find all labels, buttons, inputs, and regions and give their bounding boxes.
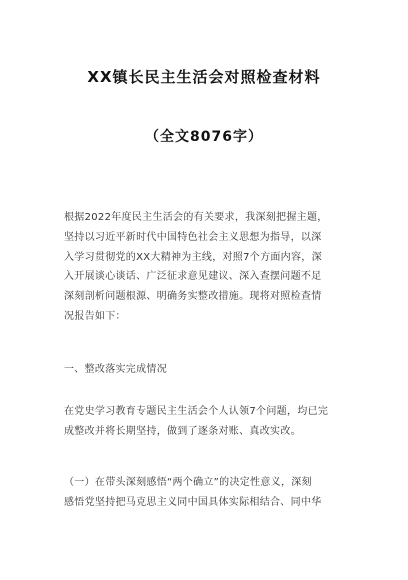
document-title: XX镇长民主生活会对照检查材料	[87, 68, 321, 86]
intro-paragraph	[64, 208, 346, 327]
paragraph-line: 成整改并将长期坚持，做到了逐条对账、真改实改。	[64, 425, 301, 437]
paragraph-line: 入学习贯彻党的XX大精神为主线，对照7个方面内容，深	[64, 251, 322, 263]
paragraph-line: 感悟党坚持把马克思主义同中国具体实际相结合、同中华	[64, 496, 322, 508]
paragraph-line: 况报告如下：	[64, 310, 126, 322]
paragraph-line: 深刻剖析问题根源、明确务实整改措施。现将对照检查情	[64, 291, 322, 303]
section-paragraph	[64, 402, 346, 442]
section-heading	[64, 360, 346, 380]
section-heading-text: 一、整改落实完成情况	[64, 364, 167, 375]
paragraph-line: （一）在带头深刻感悟“两个确立”的决定性意义，深刻	[64, 477, 312, 488]
document-subtitle: （全文8076字）	[145, 129, 263, 145]
paragraph-line: 坚持以习近平新时代中国特色社会主义思想为指导，以深	[64, 231, 322, 243]
paragraph-line: 根据2022年度民主生活会的有关要求，我深刻把握主题，	[64, 212, 328, 223]
subsection-paragraph	[64, 473, 346, 513]
paragraph-line: 在党史学习教育专题民主生活会个人认领7个问题，均已完	[64, 406, 329, 417]
paragraph-line: 入开展谈心谈话、广泛征求意见建议、深入查摆问题不足	[64, 271, 322, 283]
